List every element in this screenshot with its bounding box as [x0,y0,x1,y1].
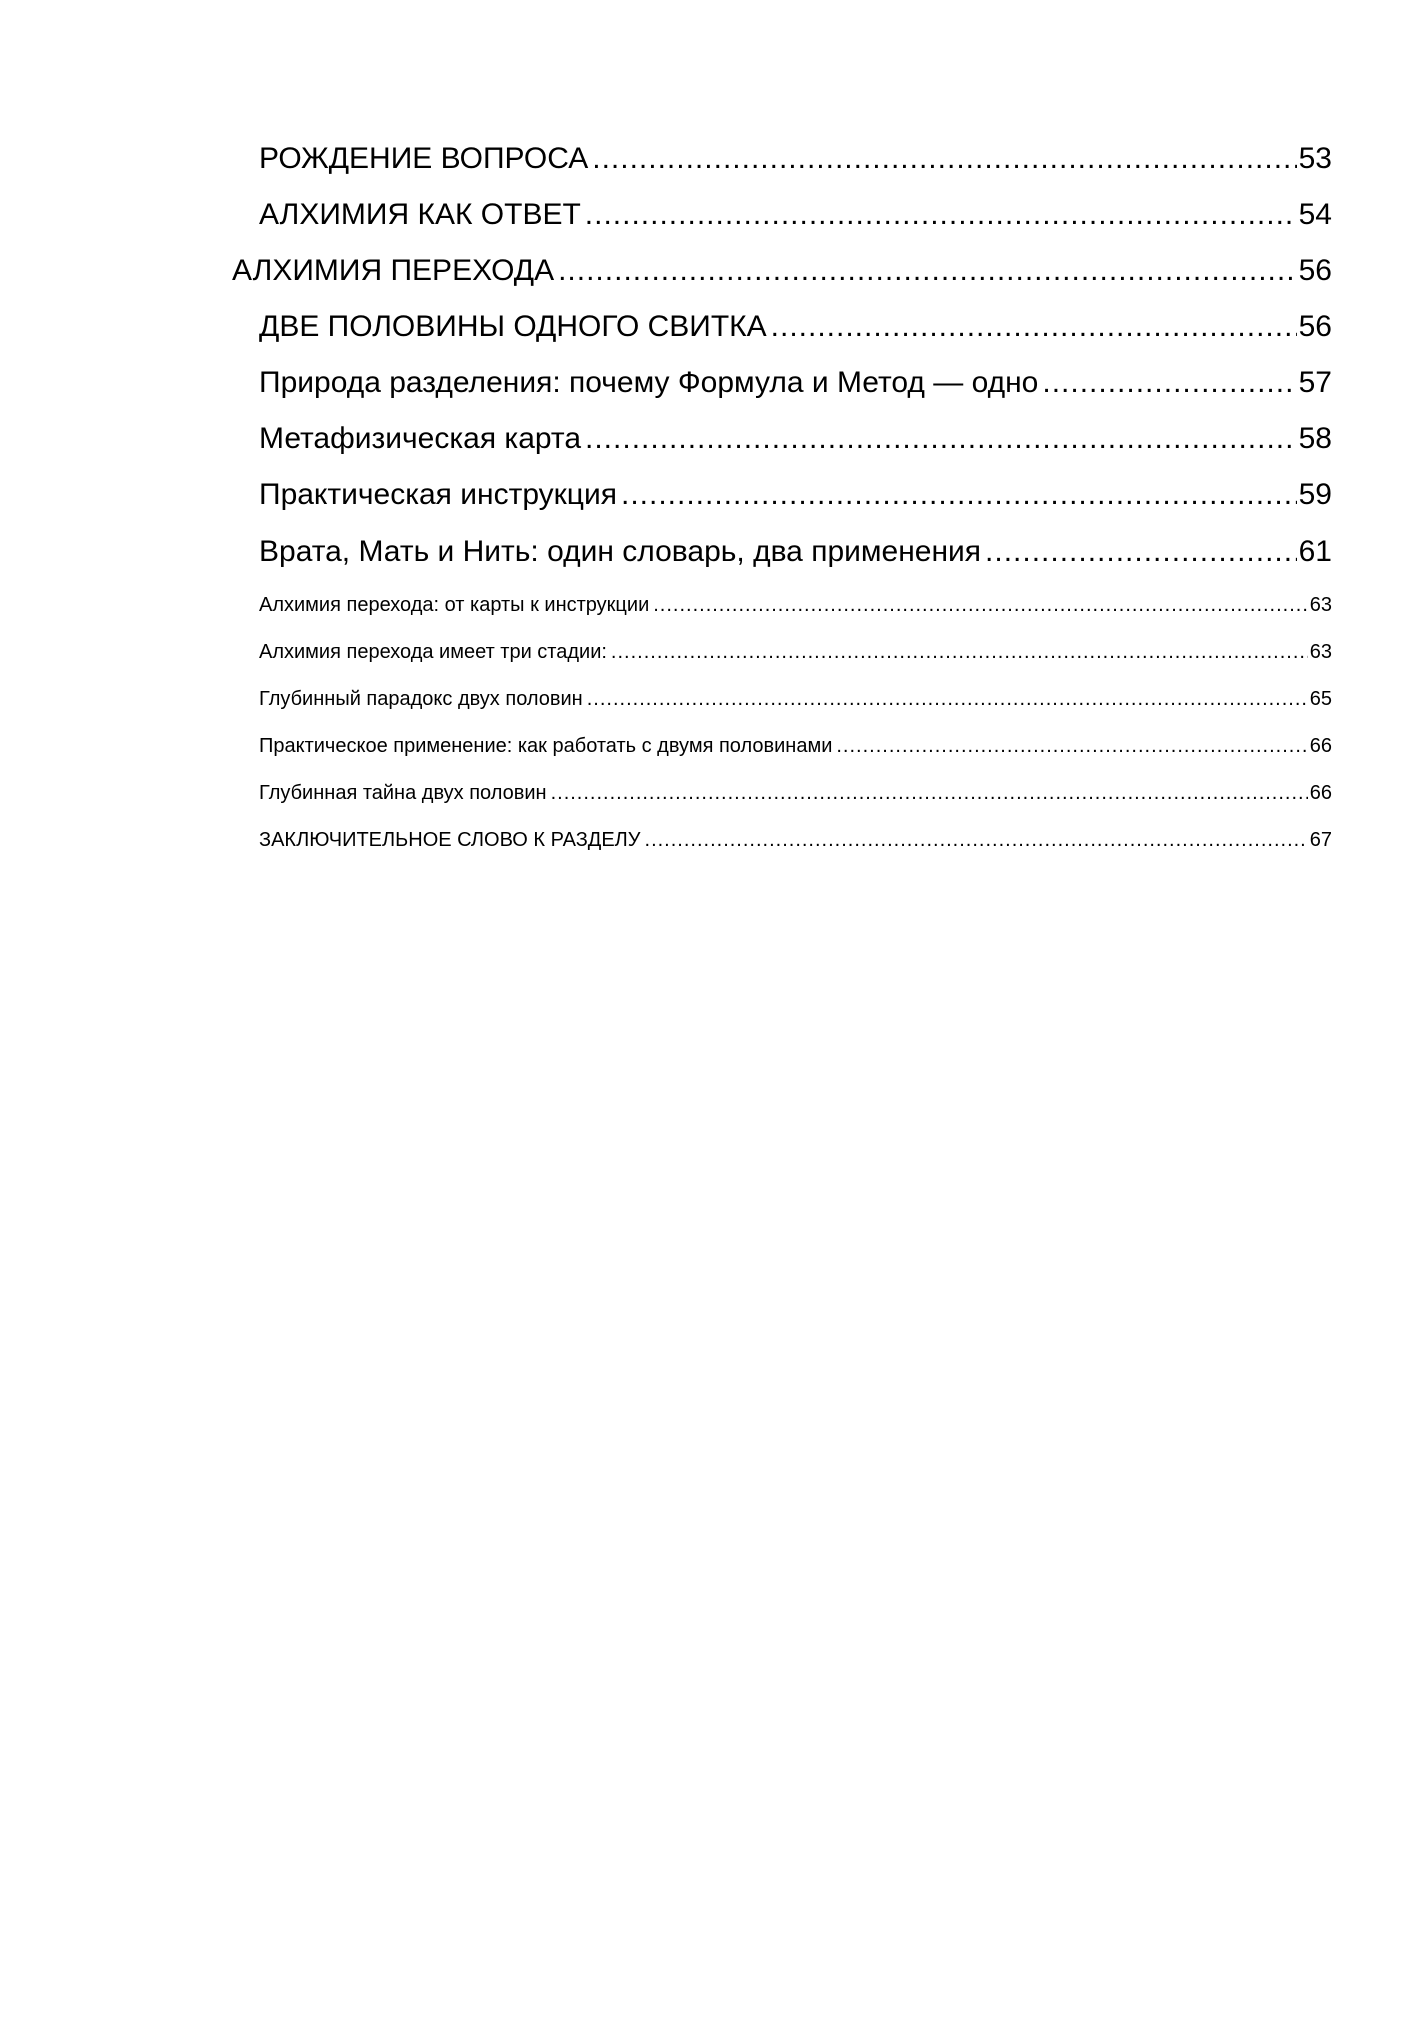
toc-entry-page: 56 [1298,310,1332,343]
toc-leader-dots [585,422,1297,456]
toc-entry[interactable] [259,829,1332,852]
toc-entry-page: 53 [1298,142,1332,175]
toc-leader-dots [551,782,1308,805]
toc-entry-page: 65 [1309,688,1332,710]
toc-entry[interactable] [232,254,1332,288]
toc-leader-dots [985,535,1297,569]
toc-entry[interactable] [259,366,1332,400]
toc-entry-page: 67 [1309,829,1332,851]
toc-leader-dots [621,478,1297,512]
toc-leader-dots [585,198,1297,232]
toc-entry-title: Природа разделения: почему Формула и Метод — одно [259,366,1039,399]
toc-entry-page: 58 [1298,422,1332,455]
toc-leader-dots [836,735,1307,758]
toc-leader-dots [587,688,1308,711]
toc-entry[interactable] [259,782,1332,805]
toc-entry[interactable] [259,688,1332,711]
toc-entry-title: АЛХИМИЯ КАК ОТВЕТ [259,198,581,231]
toc-entry[interactable] [259,535,1332,569]
toc-entry-page: 56 [1298,254,1332,287]
toc-entry-page: 66 [1309,782,1332,804]
toc-entry-title: ЗАКЛЮЧИТЕЛЬНОЕ СЛОВО К РАЗДЕЛУ [259,829,641,851]
toc-entry-title: Практическая инструкция [259,478,617,511]
toc-entry-title: Метафизическая карта [259,422,582,455]
toc-entry-title: Врата, Мать и Нить: один словарь, два применения [259,535,982,568]
toc-entry[interactable] [259,478,1332,512]
toc-entry-title: Глубинная тайна двух половин [259,782,547,804]
toc-entry[interactable] [259,142,1332,176]
toc-entry-page: 66 [1309,735,1332,757]
toc-leader-dots [645,829,1308,852]
toc-leader-dots [558,254,1297,288]
toc-entry-title: Глубинный парадокс двух половин [259,688,583,710]
toc-entry-title: Практическое применение: как работать с двумя половинами [259,735,833,757]
toc-entry[interactable] [259,310,1332,344]
toc-entry[interactable] [259,422,1332,456]
toc-entry-page: 59 [1298,478,1332,511]
toc-entry-title: РОЖДЕНИЕ ВОПРОСА [259,142,589,175]
toc-leader-dots [611,641,1308,664]
toc-entry-page: 54 [1298,198,1332,231]
toc-leader-dots [771,310,1297,344]
toc-entry-title: Алхимия перехода: от карты к инструкции [259,594,650,616]
toc-leader-dots [1042,366,1296,400]
toc-entry-page: 63 [1309,594,1332,616]
toc-entry[interactable] [259,735,1332,758]
toc-entry[interactable] [259,641,1332,664]
toc-leader-dots [592,142,1296,176]
toc-entry[interactable] [259,198,1332,232]
toc-entry-title: ДВЕ ПОЛОВИНЫ ОДНОГО СВИТКА [259,310,767,343]
toc-entry-page: 63 [1309,641,1332,663]
toc-entry-title: Алхимия перехода имеет три стадии: [259,641,607,663]
toc-entry-title: АЛХИМИЯ ПЕРЕХОДА [232,254,555,287]
toc-entry-page: 57 [1298,366,1332,399]
toc-entry-page: 61 [1298,535,1332,568]
toc-leader-dots [653,594,1308,617]
toc-entry[interactable] [259,594,1332,617]
